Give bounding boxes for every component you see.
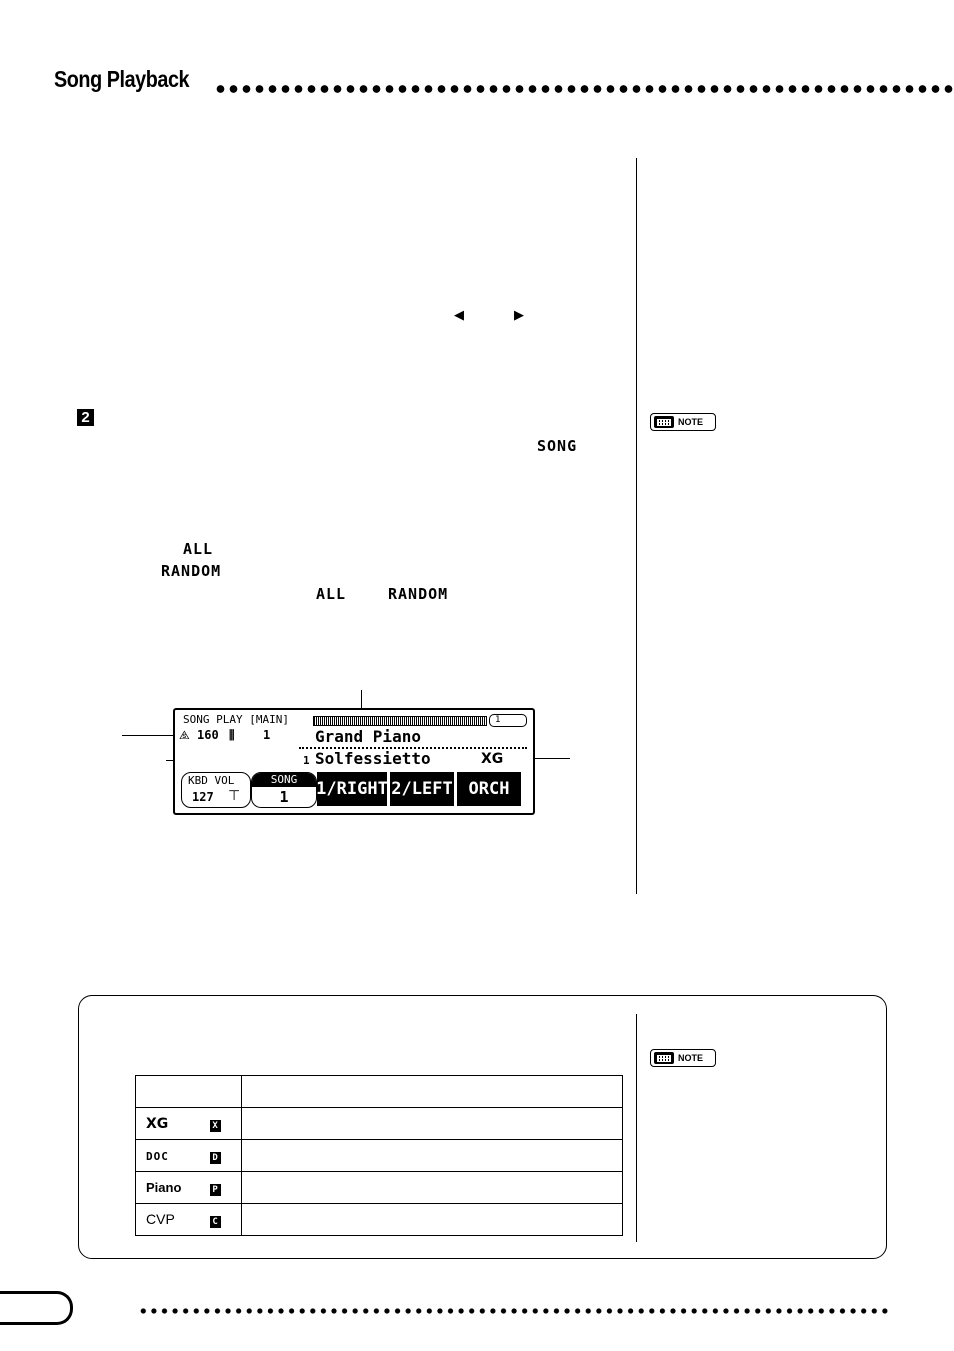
- part-right-button[interactable]: 1/RIGHT: [317, 772, 387, 806]
- step-number-badge: 2: [77, 409, 94, 426]
- table-row: [136, 1172, 623, 1204]
- table-row: [136, 1140, 623, 1172]
- lcd-tempo: 160: [197, 728, 219, 742]
- format-logo-cell: [136, 1204, 242, 1236]
- left-arrow-icon: ◀: [454, 307, 464, 322]
- note-icon: [654, 1052, 674, 1064]
- xg-logo-icon: XG: [146, 1115, 169, 1132]
- table-header-row: [136, 1076, 623, 1108]
- page-title: Song Playback: [54, 66, 190, 92]
- volume-slider-icon: ⊤: [228, 787, 241, 803]
- table-row: [136, 1204, 623, 1236]
- header-dot-rule: [214, 84, 954, 94]
- callout-line-tempo: [122, 735, 178, 736]
- lcd-position-bar: [313, 716, 487, 726]
- table-row: [136, 1108, 623, 1140]
- note-badge-2: [650, 1049, 716, 1067]
- piano-symbol-icon: P: [210, 1184, 221, 1196]
- kbd-vol-label: KBD VOL: [188, 774, 235, 787]
- all-keyword: ALL: [183, 540, 214, 558]
- lcd-page-indicator: [489, 714, 527, 727]
- xg-symbol-icon: X: [210, 1120, 221, 1132]
- lcd-display: [173, 708, 535, 815]
- doc-logo-icon: DOC: [146, 1149, 169, 1163]
- note-icon: [654, 416, 674, 428]
- lcd-page-number: 1: [495, 715, 501, 725]
- random-keyword: RANDOM: [161, 562, 222, 580]
- part-left-button[interactable]: 2/LEFT: [390, 772, 454, 806]
- note-label: NOTE: [678, 1053, 704, 1063]
- right-arrow-icon: ▶: [514, 307, 524, 322]
- table-header-cell: [242, 1076, 623, 1108]
- xg-logo-text: XG: [481, 751, 504, 767]
- measure-icon: ⫼: [229, 728, 235, 742]
- cvp-symbol-icon: C: [210, 1216, 221, 1228]
- format-desc-cell: [242, 1108, 623, 1140]
- song-selector-label: SONG: [252, 773, 316, 787]
- lcd-song-index: 1: [303, 754, 310, 767]
- song-keyword: SONG: [537, 437, 578, 455]
- format-table: [135, 1075, 623, 1236]
- cvp-logo-icon: CVP: [146, 1211, 175, 1227]
- kbd-vol-value: 127: [192, 790, 214, 804]
- song-selector-value: 1: [279, 788, 289, 806]
- part-orch-button[interactable]: ORCH: [457, 772, 521, 806]
- sidebar-divider: [636, 158, 637, 894]
- page-number-tab: [0, 1291, 73, 1325]
- note-label: NOTE: [678, 417, 704, 427]
- doc-symbol-icon: D: [210, 1152, 221, 1164]
- xg-logo-icon: [481, 751, 503, 767]
- lcd-header: SONG PLAY [MAIN]: [183, 713, 289, 726]
- info-box-divider: [636, 1014, 637, 1242]
- format-desc-cell: [242, 1140, 623, 1172]
- note-badge: [650, 413, 716, 431]
- format-logo-cell: [136, 1172, 242, 1204]
- format-logo-cell: [136, 1140, 242, 1172]
- lcd-song-name: Solfessietto: [315, 749, 431, 768]
- lcd-measure: 1: [263, 728, 271, 742]
- lcd-voice-name: Grand Piano: [315, 727, 421, 746]
- table-header-cell: [136, 1076, 242, 1108]
- format-desc-cell: [242, 1172, 623, 1204]
- kbd-vol-control[interactable]: [181, 772, 251, 808]
- metronome-icon: ⧌: [179, 728, 190, 742]
- piano-logo-icon: Piano: [146, 1179, 182, 1195]
- format-desc-cell: [242, 1204, 623, 1236]
- all-inline-keyword: ALL: [316, 585, 347, 603]
- format-logo-cell: [136, 1108, 242, 1140]
- song-selector[interactable]: [251, 772, 317, 808]
- footer-dot-rule: [138, 1307, 888, 1315]
- random-inline-keyword: RANDOM: [388, 585, 449, 603]
